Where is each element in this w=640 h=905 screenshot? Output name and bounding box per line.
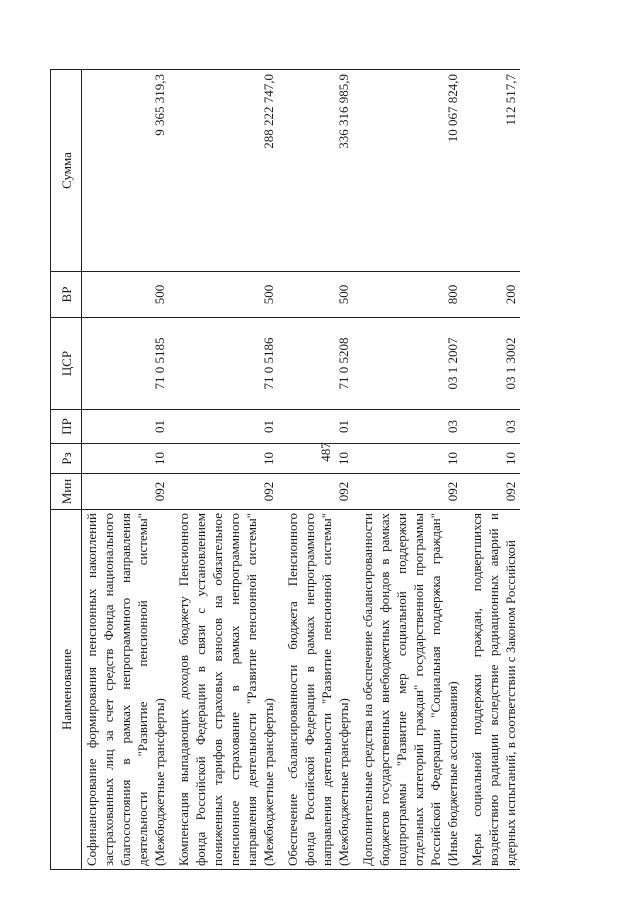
header-rz: Рз (51, 444, 82, 474)
row-min: 092 (82, 474, 170, 510)
header-csr: ЦСР (51, 318, 82, 410)
budget-table (50, 69, 520, 870)
row-csr: 71 0 5208 (278, 318, 353, 410)
header-sum: Сумма (51, 70, 82, 272)
table-row (169, 70, 278, 870)
table-row (462, 70, 520, 870)
row-sum: 112 517,7 (462, 70, 520, 272)
row-min: 092 (278, 474, 353, 510)
row-csr: 71 0 5186 (169, 318, 278, 410)
table-row (278, 70, 353, 870)
row-min: 092 (169, 474, 278, 510)
row-rz: 10 (278, 444, 353, 474)
row-pr: 03 (353, 410, 462, 444)
row-pr: 01 (169, 410, 278, 444)
budget-table-sheet (50, 70, 590, 870)
row-name: Компенсация выпадающих доходов бюджету Пенсионного фонда Российской Федерации в связи с установлением пониженных тарифов страховых взносов на обязательное пенсионное страхование в рамках непрограммного направления деятельности "Развитие пенсионной системы" (Межбюджетные трансферты) (169, 510, 278, 870)
row-min: 092 (462, 474, 520, 510)
page-number: 487 (318, 442, 333, 462)
row-min: 092 (353, 474, 462, 510)
row-rz: 10 (462, 444, 520, 474)
row-vr: 500 (278, 272, 353, 318)
row-pr: 01 (82, 410, 170, 444)
row-vr: 500 (169, 272, 278, 318)
header-name: Наименование (51, 510, 82, 870)
row-rz: 10 (353, 444, 462, 474)
row-pr: 03 (462, 410, 520, 444)
row-vr: 800 (353, 272, 462, 318)
row-csr: 71 0 5185 (82, 318, 170, 410)
row-sum: 10 067 824,0 (353, 70, 462, 272)
table-row (353, 70, 462, 870)
row-pr: 01 (278, 410, 353, 444)
row-vr: 200 (462, 272, 520, 318)
row-csr: 03 1 3002 (462, 318, 520, 410)
header-min: Мин (51, 474, 82, 510)
row-vr: 500 (82, 272, 170, 318)
row-sum: 336 316 985,9 (278, 70, 353, 272)
row-name: Дополнительные средства на обеспечение сбалансированности бюджетов государственных внебюджетных фондов в рамках подпрограммы "Развитие мер социальной поддержки отдельных категорий граждан" государственной программы Российской Федерации "Социальная поддержка граждан" (Иные бюджетные ассигнования) (353, 510, 462, 870)
header-vr: ВР (51, 272, 82, 318)
row-name: Обеспечение сбалансированности бюджета Пенсионного фонда Российской Федерации в рамках непрограммного направления деятельности "Развитие пенсионной системы" (Межбюджетные трансферты) (278, 510, 353, 870)
row-csr: 03 1 2007 (353, 318, 462, 410)
table-row (82, 70, 170, 870)
row-sum: 9 365 319,3 (82, 70, 170, 272)
header-pr: ПР (51, 410, 82, 444)
row-sum: 288 222 747,0 (169, 70, 278, 272)
row-name: Меры социальной поддержки граждан, подвергшихся воздействию радиации вследствие радиационных аварий и ядерных испытаний, в соответствии с Законом Российской (462, 510, 520, 870)
row-rz: 10 (169, 444, 278, 474)
row-name: Софинансирование формирования пенсионных накоплений застрахованных лиц за счет средств Фонда национального благосостояния в рамках непрограммного направления деятельности "Развитие пенсионной системы" (Межбюджетные трансферты) (82, 510, 170, 870)
header-row (51, 70, 82, 870)
row-rz: 10 (82, 444, 170, 474)
